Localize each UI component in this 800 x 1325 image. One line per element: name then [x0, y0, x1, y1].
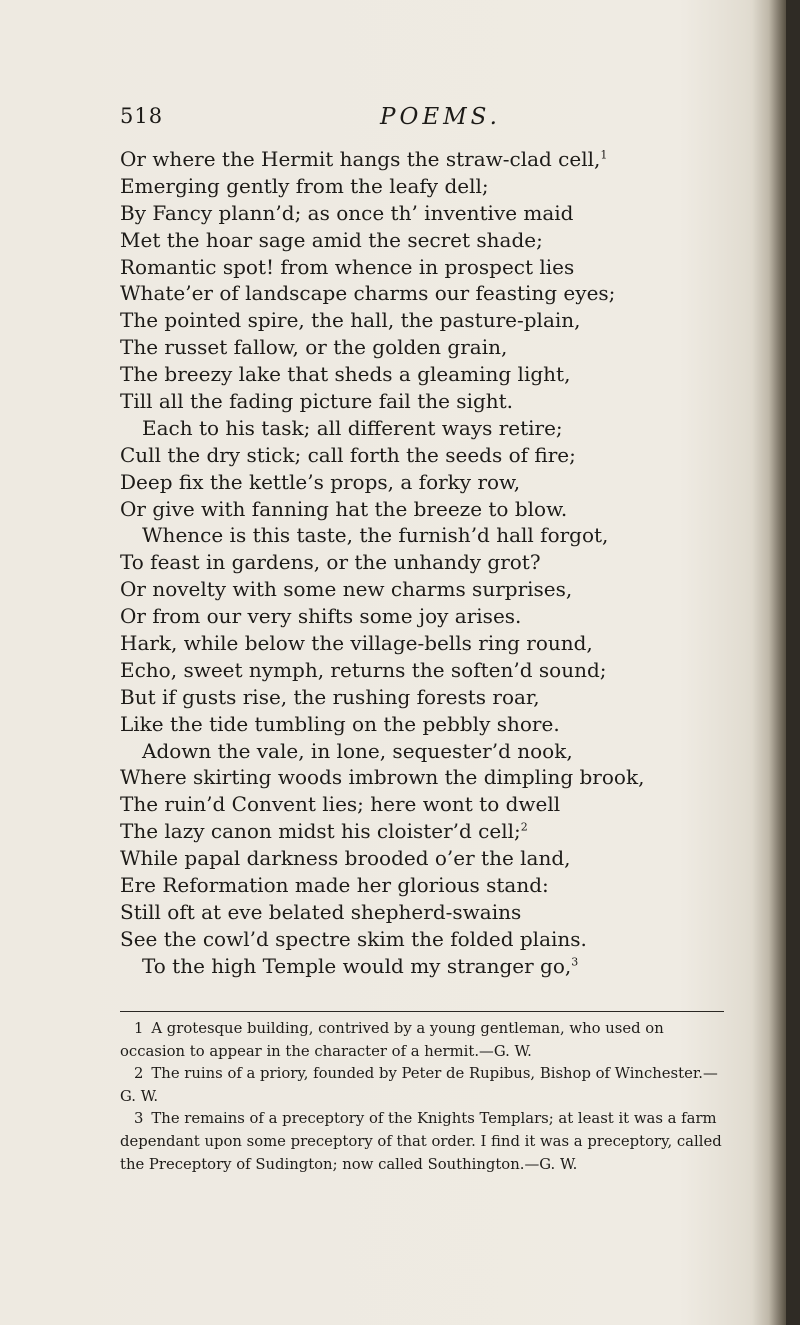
footnote-number: 3	[134, 1110, 144, 1128]
poem-line: Deep fix the kettle’s props, a forky row,	[120, 469, 521, 494]
poem-line: Met the hoar sage amid the secret shade;	[120, 227, 543, 252]
poem-line: Whence is this taste, the furnish’d hall forgot,	[142, 523, 609, 548]
poem-line: The ruin’d Convent lies; here wont to dwell	[120, 792, 561, 817]
footnote-number: 1	[134, 1020, 144, 1037]
poem-line: But if gusts rise, the rushing forests roar,	[120, 684, 540, 709]
page-header	[120, 104, 720, 138]
footnote-text: The remains of a preceptory of the Knights Templars; at least it was a farm dependant upon some preceptory of that order. I find it was a preceptory, called the Preceptory of Sudington; now called Southington.—G. W.	[120, 1110, 722, 1173]
poem-line: To feast in gardens, or the unhandy grot?	[120, 550, 541, 575]
poem-line: Romantic spot! from whence in prospect lies	[120, 254, 575, 279]
poem-line: Or novelty with some new charms surprises,	[120, 577, 573, 602]
poem-line: Ere Reformation made her glorious stand:	[120, 873, 549, 898]
poem-line: The lazy canon midst his cloister’d cell;$^2$	[120, 819, 528, 844]
footnote-1	[120, 1018, 724, 1063]
poem-line: Or give with fanning hat the breeze to blow.	[120, 496, 568, 521]
footnotes	[120, 1018, 724, 1176]
poem-line: Where skirting woods imbrown the dimpling brook,	[120, 765, 645, 790]
footnote-ref: 2	[520, 820, 528, 834]
poem-line: Till all the fading picture fail the sight.	[120, 389, 514, 414]
poem-body	[120, 146, 760, 980]
page-number: 518	[120, 104, 164, 128]
footnote-3	[120, 1108, 724, 1176]
footnote-text: A grotesque building, contrived by a young gentleman, who used on occasion to appear in the character of a hermit.—G. W.	[120, 1020, 664, 1060]
poem-line: See the cowl’d spectre skim the folded plains.	[120, 926, 587, 951]
footnote-ref: 3	[571, 955, 579, 969]
poem-line: Or from our very shifts some joy arises.	[120, 604, 522, 629]
footnote-text: The ruins of a priory, founded by Peter de Rupibus, Bishop of Winchester.—G. W.	[120, 1065, 718, 1105]
poem-line: The pointed spire, the hall, the pasture-plain,	[120, 308, 581, 333]
poem-line: Emerging gently from the leafy dell;	[120, 173, 489, 198]
poem-line: To the high Temple would my stranger go,$^3$	[142, 953, 579, 978]
poem-line: While papal darkness brooded o’er the land,	[120, 846, 571, 871]
poem-line: Echo, sweet nymph, returns the soften’d sound;	[120, 657, 607, 682]
footnote-number: 2	[134, 1065, 144, 1083]
poem-line: Cull the dry stick; call forth the seeds of fire;	[120, 442, 576, 467]
footnote-rule	[120, 1011, 724, 1012]
poem-line: Adown the vale, in lone, sequester’d nook,	[142, 738, 573, 763]
footnote-ref: 1	[600, 148, 608, 162]
poem-line: Still oft at eve belated shepherd-swains	[120, 899, 522, 924]
poem-line: Whate’er of landscape charms our feasting eyes;	[120, 281, 616, 306]
poem-line: Like the tide tumbling on the pebbly shore.	[120, 711, 560, 736]
running-title: POEMS.	[380, 104, 501, 130]
poem-line: The breezy lake that sheds a gleaming light,	[120, 362, 571, 387]
poem-line: Or where the Hermit hangs the straw-clad cell,$^1$	[120, 147, 608, 171]
footnote-2	[120, 1063, 724, 1108]
book-spine-edge	[786, 0, 800, 1325]
poem-line: Hark, while below the village-bells ring round,	[120, 631, 593, 656]
poem-line: Each to his task; all different ways retire;	[142, 415, 563, 440]
poem-line: By Fancy plann’d; as once th’ inventive maid	[120, 200, 574, 225]
poem-line: The russet fallow, or the golden grain,	[120, 335, 508, 360]
